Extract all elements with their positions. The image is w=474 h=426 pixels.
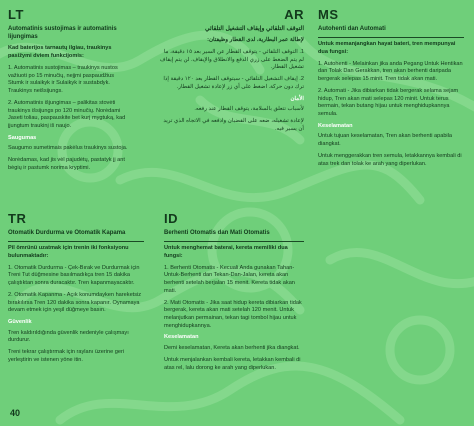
safety-heading: Saugumas (8, 134, 37, 141)
auto-stop-text: 1. Berhenti Otomatis - Kecuali Anda gunakan Tahan-Untuk-Berhenti dan Tekan-Dan-Jalan, kereta akan berhenti setelah berjalan 15 menit. Kereta tidak akan mati. (164, 264, 295, 294)
auto-off-text: 2. Automati - Jika dibiarkan tidak bergerak selama sejam hidup, Tren akan mati selepas 120 minit. Untuk terus bermain, tekan butang hijau untuk menghidupkannya semula. (318, 87, 459, 117)
safety-heading: Güvenlik (8, 318, 32, 325)
section-intro: Untuk menghemat baterai, kereta memiliki dua fungsi: (164, 245, 288, 259)
section-title: Autohenti dan Automati (318, 25, 386, 32)
restart-text: Treni tekrar çalıştırmak için raylanı üzerine geri yerleştirin ve istenen yöne itin. (8, 349, 125, 363)
section-intro: Kad baterijos tarnautų ilgiau, traukinys pasižymi dviem funkcijomis: (8, 45, 112, 60)
auto-stop-text: 1. Otomatik Durdurma - Çek-Bırak ve Durdurmak için Treni Tut düğmesine basılmadıkça tren 15 dakika çalıştıktan sonra duracaktır. Tren kapanmayacaktır. (8, 264, 140, 287)
language-code: LT (8, 7, 24, 22)
restart-text: Norėdamas, kad jis vėl pajudėtų, pastatyk jį ant bėgių ir pastumk norima kryptimi. (8, 157, 125, 171)
divider (318, 37, 464, 38)
language-code: MS (318, 7, 339, 22)
safety-heading: Keselamatan (318, 122, 353, 129)
id-section (164, 210, 304, 376)
lt-section (8, 6, 130, 177)
auto-stop-text: 1. Autohenti - Melainkan jika anda Pegang Untuk Hentikan dan Tolak Dan Gerakkan, tren akan berhenti daripada bergerak selepas 15 minit. Tren tidak akan mati. (318, 60, 463, 83)
safety-text: Tren kaldırıldığında güvenlik nedeniyle çalışmayı durdurur. (8, 329, 129, 344)
language-code: AR (284, 7, 304, 22)
section-title: Automatinis sustojimas ir automatinis lijungimas (8, 25, 117, 41)
section-title: التوقف التلقائي وإيقاف التشغيل التلقائي (204, 25, 304, 32)
section-title: Berhenti Otomatis dan Mati Otomatis (164, 229, 270, 236)
tr-section (8, 210, 144, 369)
ar-section (158, 6, 304, 137)
auto-off-text: 2. إيقاف التشغيل التلقائي - سيتوقف القطار بعد ١٢٠ دقيقة إذا ترك دون حركة. اضغط على أي زر لإعادة تشغيل القطار. (163, 76, 304, 90)
ms-section (318, 6, 464, 172)
auto-stop-text: 1. التوقف التلقائي - يتوقف القطار عن السير بعد ١٥ دقيقة، ما لم يتم الضغط على زري الدفع والانطلاق والإيقاف. لن يتم إيقاف تشغيل القطار. (159, 48, 304, 71)
auto-off-text: 2. Automatinis išjungimas – palikitas stovėti traukinys išsijungs po 120 minučių. Norėdami Jaseti toliau, paspauskite bet kurį mygtuką, kad įjungtum traukinį iš naujo. (8, 99, 126, 129)
safety-heading: Keselamatan (164, 334, 199, 341)
section-title: Otomatik Durdurma ve Otomatik Kapama (8, 229, 126, 236)
auto-stop-text: 1. Automatinis sustojimas – traukinys nustos važiuoti po 15 minučių, neįjmi paspaudžius Stumk ir sulaikyk ir Sulaikyk ir sustabdyk. Traukinys neišsijungs. (8, 64, 118, 95)
restart-text: لإعادة تشغيله، ضعه على القضبان وادفعه في الاتجاه الذي تريد أن يسير فيه. (163, 117, 304, 132)
safety-text: Untuk tujuan keselamatan, Tren akan berhenti apabila diangkat. (318, 133, 453, 148)
safety-heading: الأمان (290, 95, 304, 102)
divider (8, 241, 144, 242)
divider (164, 241, 304, 242)
language-code: TR (8, 211, 27, 226)
safety-text: Saugumo sumetimais pakėlus traukinys sustoja. (8, 145, 128, 152)
auto-off-text: 2. Mati Otomatis - Jika saat hidup kereta dibiarkan tidak bergerak, kereta akan mati setelah 120 menit. Untuk melanjutkan permainan, tekan tagi tombol hijau untuk menghidupkannya. (164, 299, 302, 329)
section-intro: لإطالة عمر البطارية، لدى القطار وظيفتان: (207, 37, 304, 44)
auto-off-text: 2. Otomatik Kapanma - Açık konumdayken hareketsiz bırakılırsa Tren 120 dakika sonra kapanır. Oynamaya devam etmek için yeşil düğmeye basın. (8, 291, 142, 314)
restart-text: Untuk menjalankan kembali kereta, letakkan kembali di atas rel, lalu dorong ke arah yang diperlukan. (164, 356, 301, 371)
safety-text: Demi keselamatan, Kereta akan berhenti jika diangkat. (164, 345, 300, 352)
section-intro: Untuk memanjangkan hayat bateri, tren mempunyai dua fungsi: (318, 41, 456, 55)
restart-text: Untuk menggerakkan tren semula, letakkannya kembali di atas trek dan tolak ke arah yang diperlukan. (318, 152, 462, 167)
safety-text: لأسباب تتعلق بالسلامة، يتوقف القطار عند رفعه. (194, 106, 304, 113)
language-code: ID (164, 211, 178, 226)
section-intro: Pil ömrünü uzatmak için trenin iki fonksiyonu bulunmaktadır: (8, 245, 129, 259)
page-number: 40 (10, 408, 21, 418)
